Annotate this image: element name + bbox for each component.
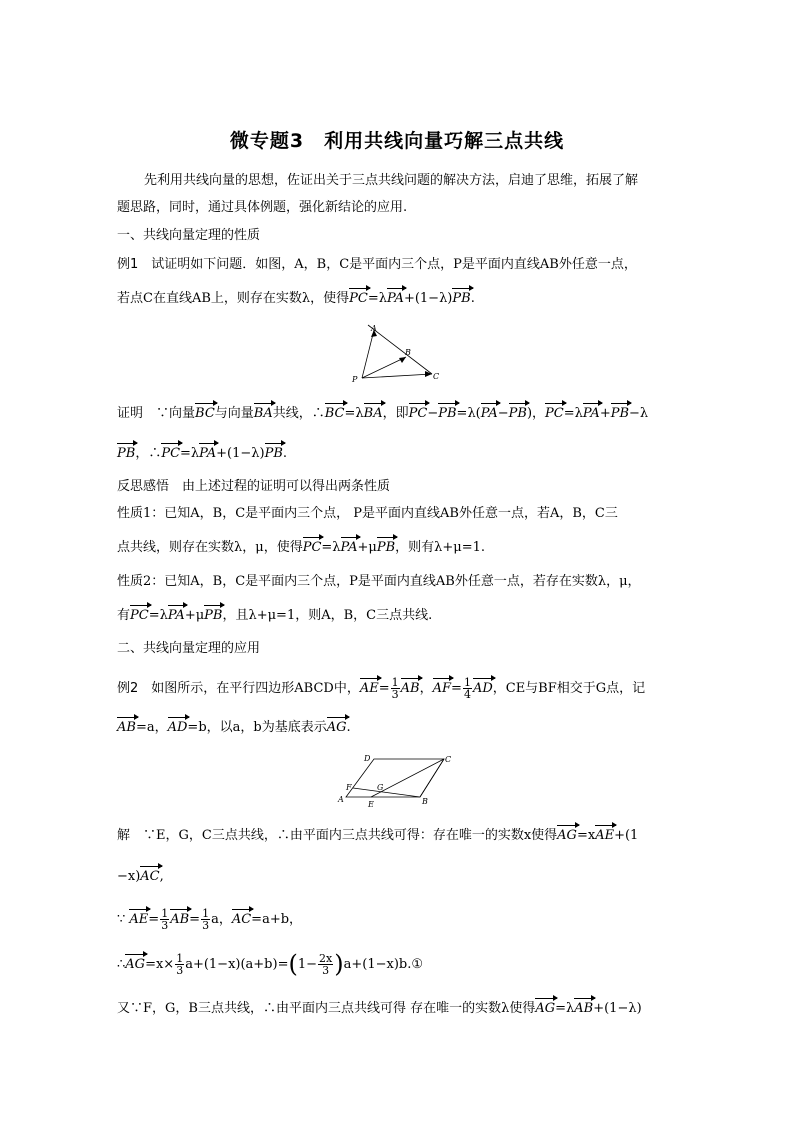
proof-line-2: PB，∴PC=λPA+(1−λ)PB. bbox=[117, 443, 679, 463]
solution-line-4: ∴AG=x× $\frac{1}{3}$ a+(1−x)(a+b)=(1− $\frac{2x}{3}$ )a+(1−x)b.① bbox=[117, 950, 423, 978]
example-1-line-1: 例1 试证明如下问题．如图，A，B，C是平面内三个点，P是平面内直线AB外任意一点， bbox=[117, 257, 637, 272]
example-1-line-2: 若点C在直线AB上，则存在实数λ，使得PC=λPA+(1−λ)PB. bbox=[117, 288, 679, 308]
label-a: A bbox=[338, 795, 344, 804]
proof-line-1: 证明 ∵向量BC与向量BA共线，∴BC=λBA，即PC−PB=λ(PA−PB)，PC=λPA+PB−λ bbox=[117, 403, 679, 423]
parallelogram-outline bbox=[346, 759, 444, 797]
fraction-one-fourth: $\frac{1}{4}$ bbox=[463, 676, 471, 701]
section-1-heading: 一、共线向量定理的性质 bbox=[117, 228, 261, 243]
line-abc bbox=[368, 325, 432, 374]
intro-line-2: 题思路，同时，通过具体例题，强化新结论的应用. bbox=[117, 200, 408, 215]
property-2-line-1: 性质2：已知A，B，C是平面内三个点，P是平面内直线AB外任意一点，若存在实数λ，μ， bbox=[117, 574, 641, 589]
label-b: B bbox=[405, 348, 411, 357]
example-2-label: 例2 bbox=[117, 681, 139, 696]
label-p: P bbox=[352, 375, 358, 384]
proof-label: 证明 bbox=[117, 406, 144, 421]
example-2-line-1: 例2 如图所示，在平行四边形ABCD中，AE= $\frac{1}{3}$ AB，AF= $\frac{1}{4}$ AD，CE与BF相交于G点，记 bbox=[117, 676, 646, 701]
label-a: A bbox=[371, 324, 377, 333]
arrowhead-c bbox=[425, 371, 432, 377]
page-title: 微专题3 利用共线向量巧解三点共线 bbox=[229, 130, 565, 152]
solution-line-2: −x)AC, bbox=[117, 866, 679, 886]
label-b: B bbox=[422, 797, 428, 806]
label-c: C bbox=[433, 372, 440, 381]
label-f: F bbox=[346, 783, 352, 792]
solution-label: 解 bbox=[117, 828, 131, 843]
label-e: E bbox=[368, 800, 374, 809]
example-2-line-2: AB=a，AD=b，以a，b为基底表示AG. bbox=[117, 717, 679, 737]
segment-pc bbox=[362, 374, 432, 378]
reflection-heading: 反思感悟 由上述过程的证明可以得出两条性质 bbox=[117, 479, 391, 494]
segment-bc bbox=[420, 759, 444, 797]
segment-pb bbox=[362, 357, 406, 378]
property-2-line-2: 有PC=λPA+μPB，且λ+μ=1，则A，B，C三点共线. bbox=[117, 605, 679, 625]
label-d: D bbox=[364, 754, 371, 763]
solution-line-3: ∵ AE= $\frac{1}{3}$ AB= $\frac{1}{3}$ a，AC=a+b， bbox=[117, 907, 303, 932]
vector-pa: PA bbox=[387, 288, 404, 308]
solution-line-1: 解 ∵E，G，C三点共线，∴由平面内三点共线可得：存在唯一的实数x使得AG=xAE+(1 bbox=[117, 825, 679, 845]
segment-pa bbox=[362, 330, 374, 378]
property-1-line-2: 点共线，则存在实数λ，μ，使得PC=λPA+μPB，则有λ+μ=1. bbox=[117, 537, 679, 557]
vector-pb: PB bbox=[452, 288, 470, 308]
figure-parallelogram-abcd bbox=[336, 750, 460, 810]
figure-triangle-pabc bbox=[348, 322, 448, 384]
section-2-heading: 二、共线向量定理的应用 bbox=[117, 641, 261, 656]
vector-pc: PC bbox=[349, 288, 368, 308]
example-1-label: 例1 bbox=[117, 257, 139, 272]
label-c: C bbox=[445, 755, 452, 764]
fraction-one-third: $\frac{1}{3}$ bbox=[391, 676, 399, 701]
label-g: G bbox=[377, 783, 384, 792]
property-1-line-1: 性质1：已知A，B，C是平面内三个点， P是平面内直线AB外任意一点，若A，B，C三 bbox=[117, 506, 618, 521]
intro-line-1: 先利用共线向量的思想，佐证出关于三点共线问题的解决方法，启迪了思维，拓展了解 bbox=[144, 173, 639, 188]
solution-line-5: 又∵F，G，B三点共线，∴由平面内三点共线可得 存在唯一的实数λ使得AG=λAB+(1−λ) bbox=[117, 998, 679, 1018]
